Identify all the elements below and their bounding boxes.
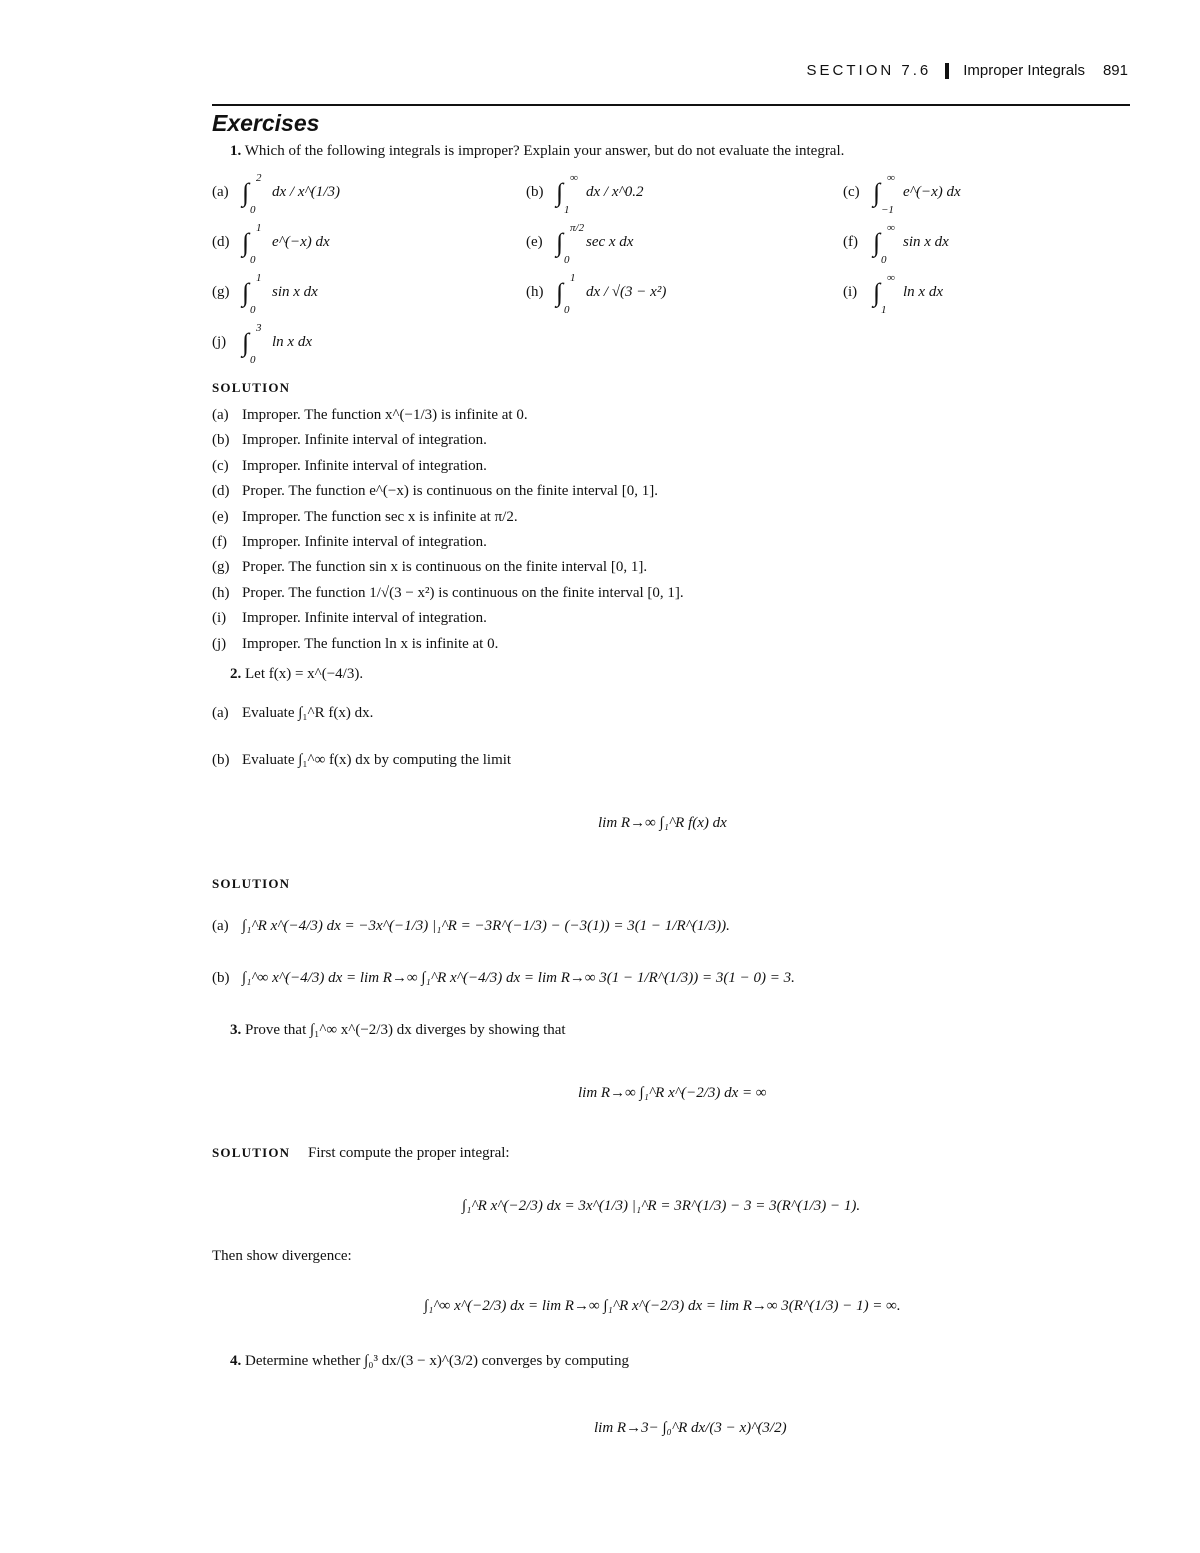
display-equation: ∫₁^∞ x^(−2/3) dx = lim R→∞ ∫₁^R x^(−2/3) dx = lim R→∞ 3(R^(1/3) − 1) = ∞.: [424, 1298, 901, 1314]
answer-text: Proper. The function sin x is continuous on the finite interval [0, 1].: [242, 559, 648, 576]
integrand: ln x dx: [272, 334, 312, 351]
answer-text: Improper. Infinite interval of integration.: [242, 534, 487, 550]
integral-sign: ∫ ∞ 1: [873, 272, 895, 316]
exercise-text: Prove that ∫₁^∞ x^(−2/3) dx diverges by showing that: [245, 1022, 566, 1038]
answer-item: [212, 509, 518, 526]
answer-label: (f): [212, 534, 227, 550]
answer-label: (c): [212, 457, 229, 474]
upper-limit: 1: [256, 222, 262, 234]
part-text: Evaluate ∫₁^R f(x) dx.: [242, 705, 374, 721]
answer-item: [212, 483, 658, 500]
equation-text: ∫₁^∞ x^(−4/3) dx = lim R→∞ ∫₁^R x^(−4/3) dx = lim R→∞ 3(1 − 1/R^(1/3)) = 3(1 − 0) = 3.: [242, 970, 795, 986]
part-text: Evaluate ∫₁^∞ f(x) dx by computing the limit: [242, 752, 512, 768]
answer-label: (d): [212, 483, 230, 500]
upper-limit: ∞: [887, 172, 895, 184]
answer-label: (i): [212, 610, 227, 627]
integral-item: [843, 172, 961, 216]
page-number: 891: [1102, 62, 1128, 79]
display-equation: ∫₁^R x^(−2/3) dx = 3x^(1/3) |₁^R = 3R^(1/3) − 3 = 3(R^(1/3) − 1).: [462, 1198, 861, 1214]
integrand: sec x dx: [586, 234, 634, 251]
answer-text: Improper. The function ln x is infinite at 0.: [242, 635, 499, 652]
upper-limit: 3: [256, 322, 262, 334]
integral-item: [843, 272, 943, 316]
item-label: (d): [212, 234, 230, 251]
integral-sign: ∫ ∞ 0: [873, 222, 895, 266]
answer-label: (j): [212, 635, 227, 652]
answer-label: (e): [212, 508, 229, 525]
integral-item: [526, 172, 644, 216]
item-label: (a): [212, 184, 229, 201]
integral-sign: ∫ 1 0: [556, 272, 576, 316]
upper-limit: ∞: [570, 172, 578, 184]
answer-item: [212, 432, 487, 449]
lower-limit: −1: [881, 204, 894, 216]
section-number: SECTION 7.6: [806, 62, 932, 79]
lower-limit: 0: [564, 254, 570, 266]
solution-text: Then show divergence:: [212, 1248, 352, 1264]
answer-text: Improper. The function x^(−1/3) is infinite at 0.: [242, 407, 528, 423]
answer-item: [212, 407, 528, 424]
integrand: dx / √(3 − x²): [586, 284, 667, 301]
header-divider: [945, 63, 949, 79]
answer-item: [212, 610, 487, 627]
item-label: (b): [526, 184, 544, 201]
exercise-number: 2.: [230, 666, 242, 682]
answer-item: [212, 559, 647, 576]
integrand: e^(−x) dx: [272, 234, 330, 251]
item-label: (i): [843, 284, 858, 301]
integral-sign: ∫ 1 0: [242, 222, 262, 266]
lower-limit: 0: [881, 254, 887, 266]
exercise-number: 4.: [230, 1353, 242, 1369]
integrand: dx / x^0.2: [586, 184, 644, 201]
lower-limit: 1: [881, 304, 887, 316]
integrand: dx / x^(1/3): [272, 184, 340, 201]
integral-sign: ∫ π/2 0: [556, 222, 585, 266]
answer-label: (h): [212, 584, 230, 601]
upper-limit: ∞: [887, 222, 895, 234]
answer-item: [212, 534, 487, 551]
lower-limit: 0: [564, 304, 570, 316]
exercise-2-prompt: [230, 666, 363, 683]
lower-limit: 0: [250, 354, 256, 366]
answer-text: Improper. Infinite interval of integration.: [242, 457, 487, 474]
exercise-1-prompt: [230, 143, 844, 160]
integral-item: [526, 272, 667, 316]
exercise-2-part-b: (b) Evaluate ∫₁^∞ f(x) dx by computing the limit: [212, 752, 512, 768]
item-label: (j): [212, 334, 227, 351]
solution-text: First compute the proper integral:: [307, 1145, 510, 1161]
item-label: (g): [212, 284, 230, 301]
lower-limit: 1: [564, 204, 570, 216]
answer-item: [212, 585, 684, 602]
integral-item: [212, 222, 330, 266]
integrand: sin x dx: [272, 284, 318, 301]
solution-label: SOLUTION: [212, 380, 291, 395]
answer-item: [212, 458, 487, 475]
display-equation: lim R→3− ∫₀^R dx/(3 − x)^(3/2): [594, 1420, 787, 1436]
header-rule: [212, 104, 1130, 106]
upper-limit: 2: [256, 172, 262, 184]
answer-text: Improper. Infinite interval of integration.: [242, 432, 487, 449]
exercise-number: 3.: [230, 1022, 242, 1038]
integrand: ln x dx: [903, 284, 943, 301]
upper-limit: ∞: [887, 272, 895, 284]
display-equation: lim R→∞ ∫₁^R x^(−2/3) dx = ∞: [578, 1085, 767, 1101]
lower-limit: 0: [250, 304, 256, 316]
integral-item: [526, 222, 634, 266]
integral-sign: ∫ ∞ 1: [556, 172, 578, 216]
upper-limit: 1: [570, 272, 576, 284]
answer-item: [212, 636, 498, 653]
upper-limit: 1: [256, 272, 262, 284]
exercise-3-prompt: [230, 1022, 566, 1039]
integral-sign: ∫ 3 0: [242, 322, 262, 366]
integrand: e^(−x) dx: [903, 184, 961, 201]
running-header: [807, 62, 1128, 79]
item-label: (h): [526, 284, 544, 301]
integral-item: [212, 172, 340, 216]
solution-label: SOLUTION: [212, 1145, 291, 1160]
exercise-text: Let f(x) = x^(−4/3).: [245, 666, 364, 682]
exercise-text: Which of the following integrals is improper? Explain your answer, but do not evaluate the integral.: [244, 143, 845, 159]
solution-equation-a: (a) ∫₁^R x^(−4/3) dx = −3x^(−1/3) |₁^R = −3R^(−1/3) − (−3(1)) = 3(1 − 1/R^(1/3)).: [212, 918, 730, 934]
answer-text: Proper. The function e^(−x) is continuous on the finite interval [0, 1].: [242, 483, 658, 500]
answer-label: (g): [212, 559, 230, 576]
integral-item: [843, 222, 949, 266]
answer-text: Improper. Infinite interval of integration.: [242, 610, 487, 627]
item-label: (e): [526, 234, 543, 251]
exercise-number: 1.: [230, 143, 242, 159]
solution-intro: [212, 1145, 510, 1162]
answer-text: Improper. The function sec x is infinite at π/2.: [242, 508, 518, 525]
answer-label: (a): [212, 407, 229, 423]
exercise-4-prompt: [230, 1353, 629, 1370]
lower-limit: 0: [250, 204, 256, 216]
integral-item: [212, 272, 318, 316]
exercise-text: Determine whether ∫₀³ dx/(3 − x)^(3/2) converges by computing: [245, 1353, 629, 1369]
section-title: Improper Integrals: [963, 62, 1085, 79]
solution-label: SOLUTION: [212, 876, 291, 891]
integral-item: [212, 322, 312, 366]
exercise-2-part-a: (a) Evaluate ∫₁^R f(x) dx.: [212, 705, 374, 721]
page-title: Exercises: [212, 110, 320, 136]
upper-limit: π/2: [570, 222, 585, 234]
display-equation: lim R→∞ ∫₁^R f(x) dx: [598, 815, 727, 831]
integral-sign: ∫ 2 0: [242, 172, 262, 216]
item-label: (c): [843, 184, 860, 201]
equation-text: ∫₁^R x^(−4/3) dx = −3x^(−1/3) |₁^R = −3R^(−1/3) − (−3(1)) = 3(1 − 1/R^(1/3)).: [242, 918, 730, 934]
answer-label: (b): [212, 432, 230, 449]
lower-limit: 0: [250, 254, 256, 266]
answer-text: Proper. The function 1/√(3 − x²) is continuous on the finite interval [0, 1].: [242, 584, 684, 601]
solution-equation-b: (b) ∫₁^∞ x^(−4/3) dx = lim R→∞ ∫₁^R x^(−4/3) dx = lim R→∞ 3(1 − 1/R^(1/3)) = 3(1 − 0) = 3.: [212, 970, 795, 986]
integrand: sin x dx: [903, 234, 949, 251]
integral-sign: ∫ ∞ −1: [873, 172, 895, 216]
integral-sign: ∫ 1 0: [242, 272, 262, 316]
item-label: (f): [843, 234, 858, 251]
